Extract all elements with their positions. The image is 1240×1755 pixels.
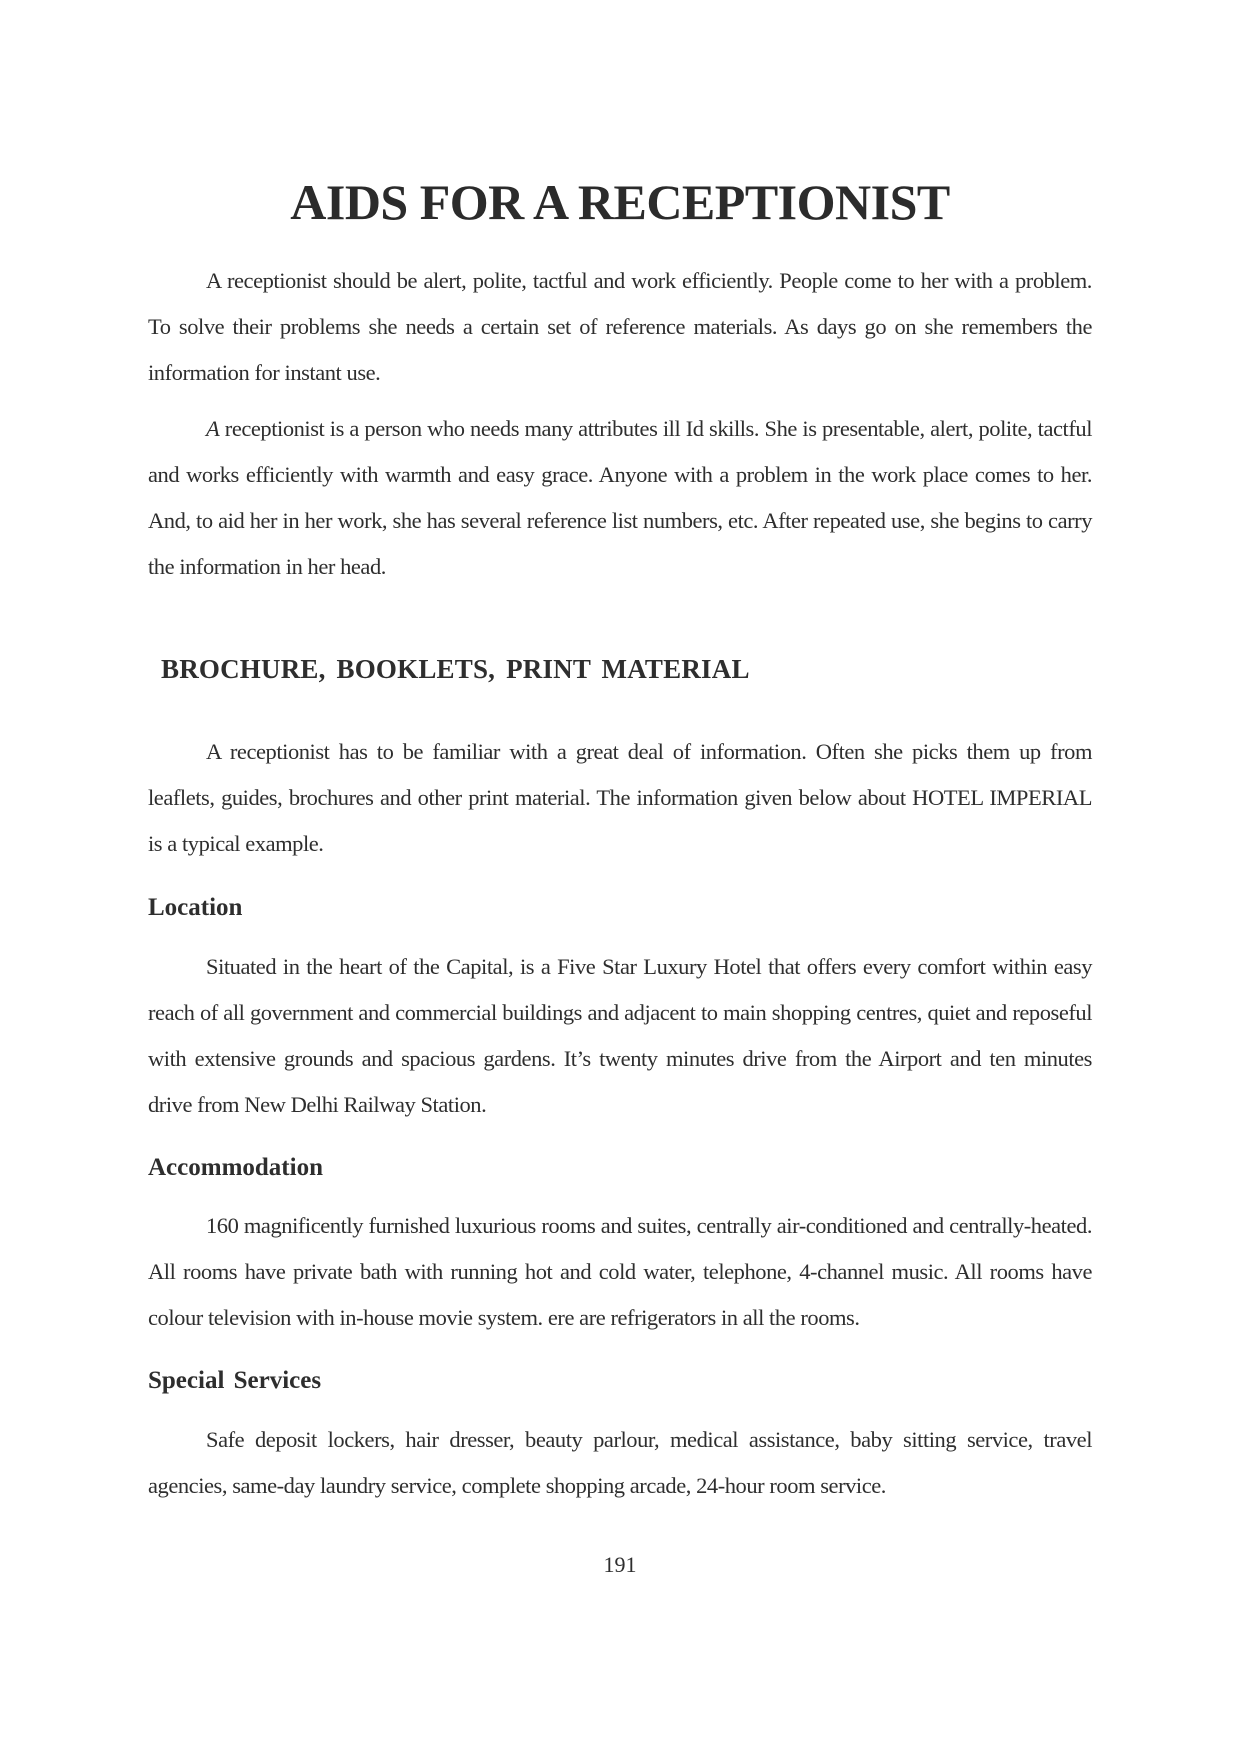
section-heading-brochure: BROCHURE, BOOKLETS, PRINT MATERIAL: [161, 654, 750, 684]
location-paragraph: Situated in the heart of the Capital, is a Five Star Luxury Hotel that offers every comfort within easy reach of all government and commercial buildings and adjacent to main shopping centres, quiet and reposeful with extensive grounds and spacious gardens. It’s twenty minutes drive from the Airport and ten minutes drive from New Delhi Railway Station.: [148, 954, 1092, 1117]
subheading-special-services: Special Services: [148, 1367, 322, 1394]
brochure-paragraph: A receptionist has to be familiar with a great deal of information. Often she picks them up from leaflets, guides, brochures and other print material. The information given below about HOTEL IMPERIAL is a typical example.: [148, 739, 1092, 856]
page-number: 191: [603, 1552, 637, 1577]
accommodation-paragraph: 160 magnificently furnished luxurious rooms and suites, centrally air-conditioned and centrally-heated. All rooms have private bath with running hot and cold water, telephone, 4-channel music. All rooms have colour television with in-house movie system. ere are refrigerators in all the rooms.: [148, 1213, 1092, 1330]
intro-paragraph-1: A receptionist should be alert, polite, tactful and work efficiently. People come to her with a problem. To solve their problems she needs a certain set of reference materials. As days go on she remembers the information for instant use.: [148, 268, 1092, 385]
intro-paragraph-2-text: receptionist is a person who needs many attributes ill Id skills. She is presentable, alert, polite, tactful and works efficiently with warmth and easy grace. Anyone with a problem in the work place comes to her. And, to aid her in her work, she has several reference list numbers, etc. After repeated use, she begins to carry the information in her head.: [148, 416, 1092, 579]
page-title: AIDS FOR A RECEPTIONIST: [290, 174, 950, 230]
subheading-accommodation: Accommodation: [148, 1154, 323, 1181]
special-services-paragraph: Safe deposit lockers, hair dresser, beauty parlour, medical assistance, baby sitting service, travel agencies, same-day laundry service, complete shopping arcade, 24-hour room service.: [148, 1427, 1092, 1498]
intro-paragraph-2: [148, 406, 1092, 590]
subheading-location: Location: [148, 894, 243, 921]
intro-paragraph-2-lead: A: [206, 416, 220, 441]
